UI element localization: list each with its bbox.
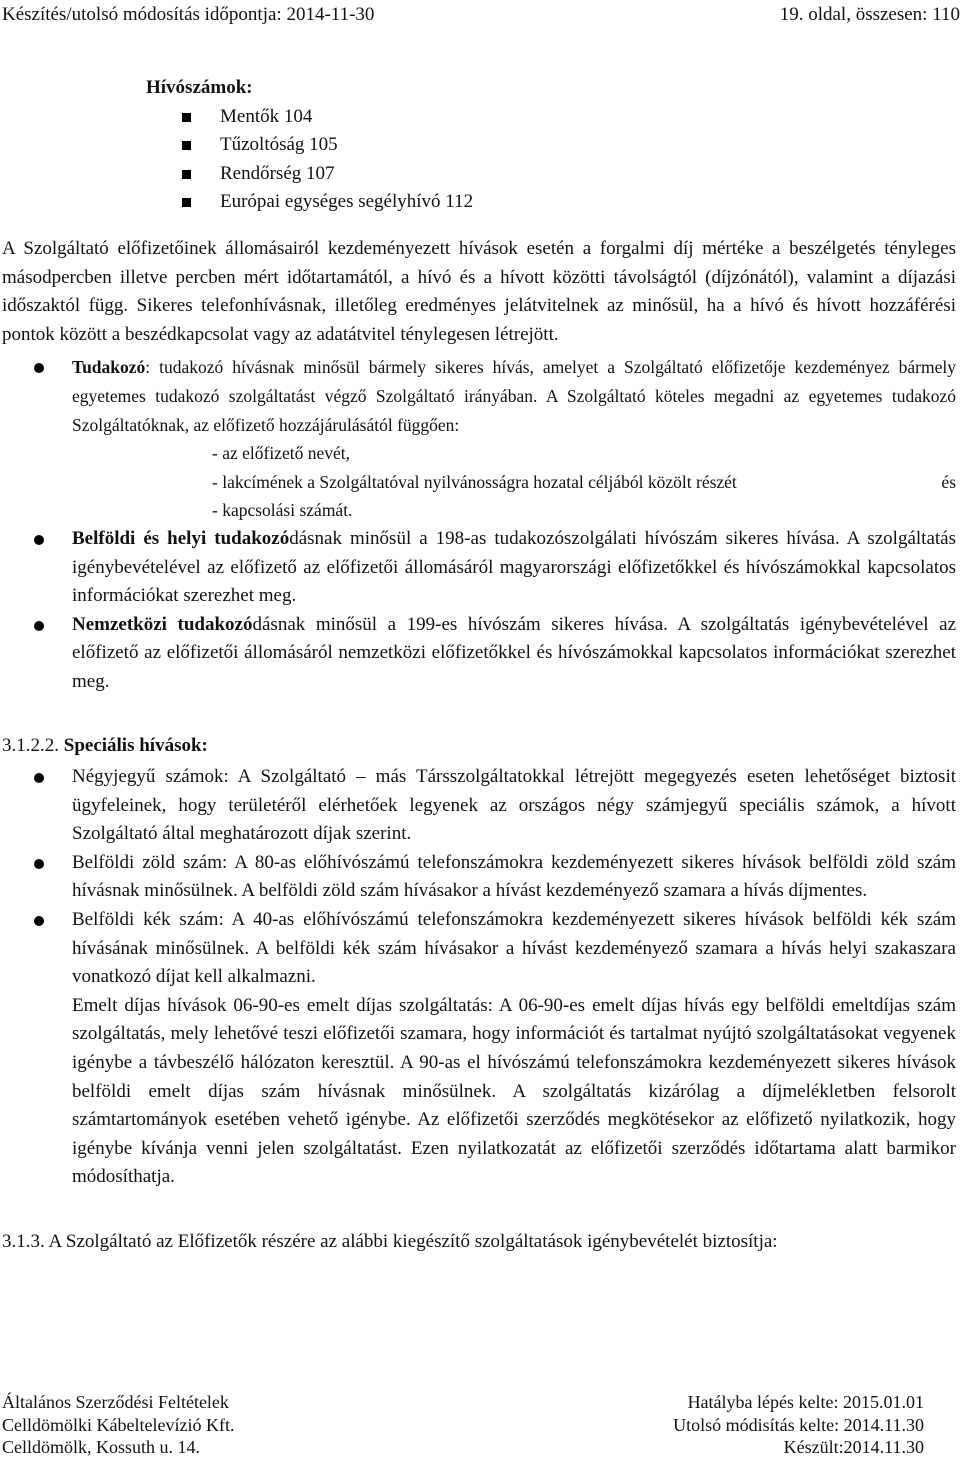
list-item-tudakozo: [2, 353, 956, 525]
footer-left: Általános Szerződési Feltételek: [2, 1392, 229, 1412]
document-body: [2, 40, 956, 1257]
page-footer: [2, 1391, 924, 1459]
item-text: dásnak minősül a 199-es hívószám sikeres hívása. A szolgáltatás igénybevételével az előfizető az előfizetői állomásáról nemzetközi előfizetőkkel és hívószámokkal kapcsolatos információkat szerezhet meg.: [72, 613, 956, 692]
header-left: Készítés/utolsó módosítás időpontja: 2014-11-30: [2, 4, 375, 25]
dash-list: [212, 439, 956, 525]
dash-item: - kapcsolási számát.: [212, 500, 353, 521]
list-item: Rendőrség 107: [182, 160, 956, 189]
footer-row: [2, 1414, 924, 1437]
section-number: 3.1.2.2.: [2, 735, 59, 757]
dash-item: - az előfizető nevét,: [212, 443, 350, 464]
paragraph-forgalmi-dij: [2, 235, 956, 349]
term-bold: Belföldi és helyi tudakozó: [72, 527, 290, 549]
list-item: Tűzoltóság 105: [182, 131, 956, 160]
list-item: Négyjegyű számok: A Szolgáltató – más Társszolgáltatokkal létrejött megegyezés eseten lehetőséget biztosit ügyfeleinek, hogy területéről elérhetőek legyenek az országos négy számjegyű speciális számok, a hívott Szolgáltató által meghatározott díjak szerint.: [2, 763, 956, 849]
term-bold: Tudakozó: [72, 357, 146, 378]
footer-row: [2, 1436, 924, 1459]
paragraph-text: A Szolgáltató előfizetőinek állomásairól kezdeményezett hívások esetén a forgalmi díj mértéke a beszélgetés tényleges másodpercben illetve percben mért időtartamától, a hívó és a hívott közötti távolságtól (díjzónától), valamint a díjazási időszaktól függ.: [2, 237, 956, 317]
list-item: Európai egységes segélyhívó 112: [182, 188, 956, 217]
dash-end: és: [941, 471, 956, 492]
paragraph-text: Sikeres telefonhívásnak, illetőleg eredményes jelátvitelnek az minősül, ha a hívó és hívott hozzáférési pontok között a beszédkapcsolat vagy az adatátvitel ténylegesen létrejött.: [2, 295, 956, 345]
footer-right: Készült:2014.11.30: [783, 1437, 924, 1457]
footer-left: Celldömölk, Kossuth u. 14.: [2, 1437, 201, 1457]
footer-right: Hatályba lépés kelte: 2015.01.01: [687, 1392, 924, 1412]
footer-left: Celldömölki Kábeltelevízió Kft.: [2, 1414, 235, 1435]
dash-text: - lakcímének a Szolgáltatóval nyilvánosságra hozatal céljából közölt részét: [212, 471, 737, 492]
page-header: [2, 4, 960, 32]
list-item: Belföldi kék szám: A 40-as előhívószámú telefonszámokra kezdeményezett sikeres hívások belföldi kék szám hívásának minősülnek. A belföldi kék szám hívásakor a hívást kezdeményező szamara a hívás helyi szakaszara vonatkozó díjat kell alkalmazni.: [2, 906, 956, 992]
emelt-dijas-paragraph: Emelt díjas hívások 06-90-es emelt díjas szolgáltatás: A 06-90-es emelt díjas hívás egy belföldi emeltdíjas szám szolgáltatás, mely lehetővé teszi előfizetői szamara, hogy információt és tartalmat nyújtó szolgáltatásokat vegyenek igénybe a távbeszélő hálózaton keresztül. A 90-as el hívószámú telefonszámokra kezdeményezett sikeres hívások belföldi emelt díjas szám hívásnak minősülnek. A szolgáltatás kizárólag a díjmelékletben felsorolt számtartományok esetében vehető igénybe. Az előfizetői szerződés megkötésekor az előfizető nyilatkozik, hogy igénybe kívánja venni jelen szolgáltatást. Ezen nyilatkozatát az előfizetői szerződés időtartama alatt barmikor módosíthatja.: [72, 994, 956, 1188]
item-text: : tudakozó hívásnak minősül bármely sikeres hívás, amelyet a Szolgáltató előfizetője kezdeményez bármely egyetemes tudakozó szolgáltatást végző Szolgáltató irányában. A Szolgáltató köteles megadni az egyetemes tudakozó Szolgáltatóknak, az előfizető hozzájárulásától függően:: [72, 357, 956, 435]
hivoszamok-title: Hívószámok:: [146, 77, 253, 98]
footer-row: [2, 1391, 924, 1414]
list-item-belfoldi-tudakozo: [2, 525, 956, 611]
list-item-nemzetkozi-tudakozo: [2, 611, 956, 697]
header-right: 19. oldal, összesen: 110: [779, 4, 960, 25]
hivoszamok-list: [182, 103, 956, 217]
tudakozo-list: [2, 353, 956, 696]
specialis-list: [2, 763, 956, 992]
section-title: Speciális hívások:: [63, 735, 208, 757]
list-item: Belföldi zöld szám: A 80-as előhívószámú telefonszámokra kezdeményezett sikeres hívások belföldi zöld szám hívásnak minősülnek. A belföldi zöld szám hívásakor a hívást kezdeményező szamara a hívás díjmentes.: [2, 849, 956, 906]
item-text: dásnak minősül a 198-as tudakozószolgálati hívószám sikeres hívása. A szolgáltatás igénybevételével az előfizető az előfizetői állomásáról magyarországi előfizetőkkel és hívószámokkal kapcsolatos információkat szerezhet meg.: [72, 527, 956, 607]
section-heading: [2, 732, 956, 761]
list-item: Mentők 104: [182, 103, 956, 132]
dash-item: [212, 468, 956, 497]
section-313: 3.1.3. A Szolgáltató az Előfizetők részére az alábbi kiegészítő szolgáltatások igénybevételét biztosítja:: [2, 1230, 778, 1252]
footer-right: Utolsó módisítás kelte: 2014.11.30: [673, 1414, 924, 1435]
term-bold: Nemzetközi tudakozó: [72, 613, 253, 635]
